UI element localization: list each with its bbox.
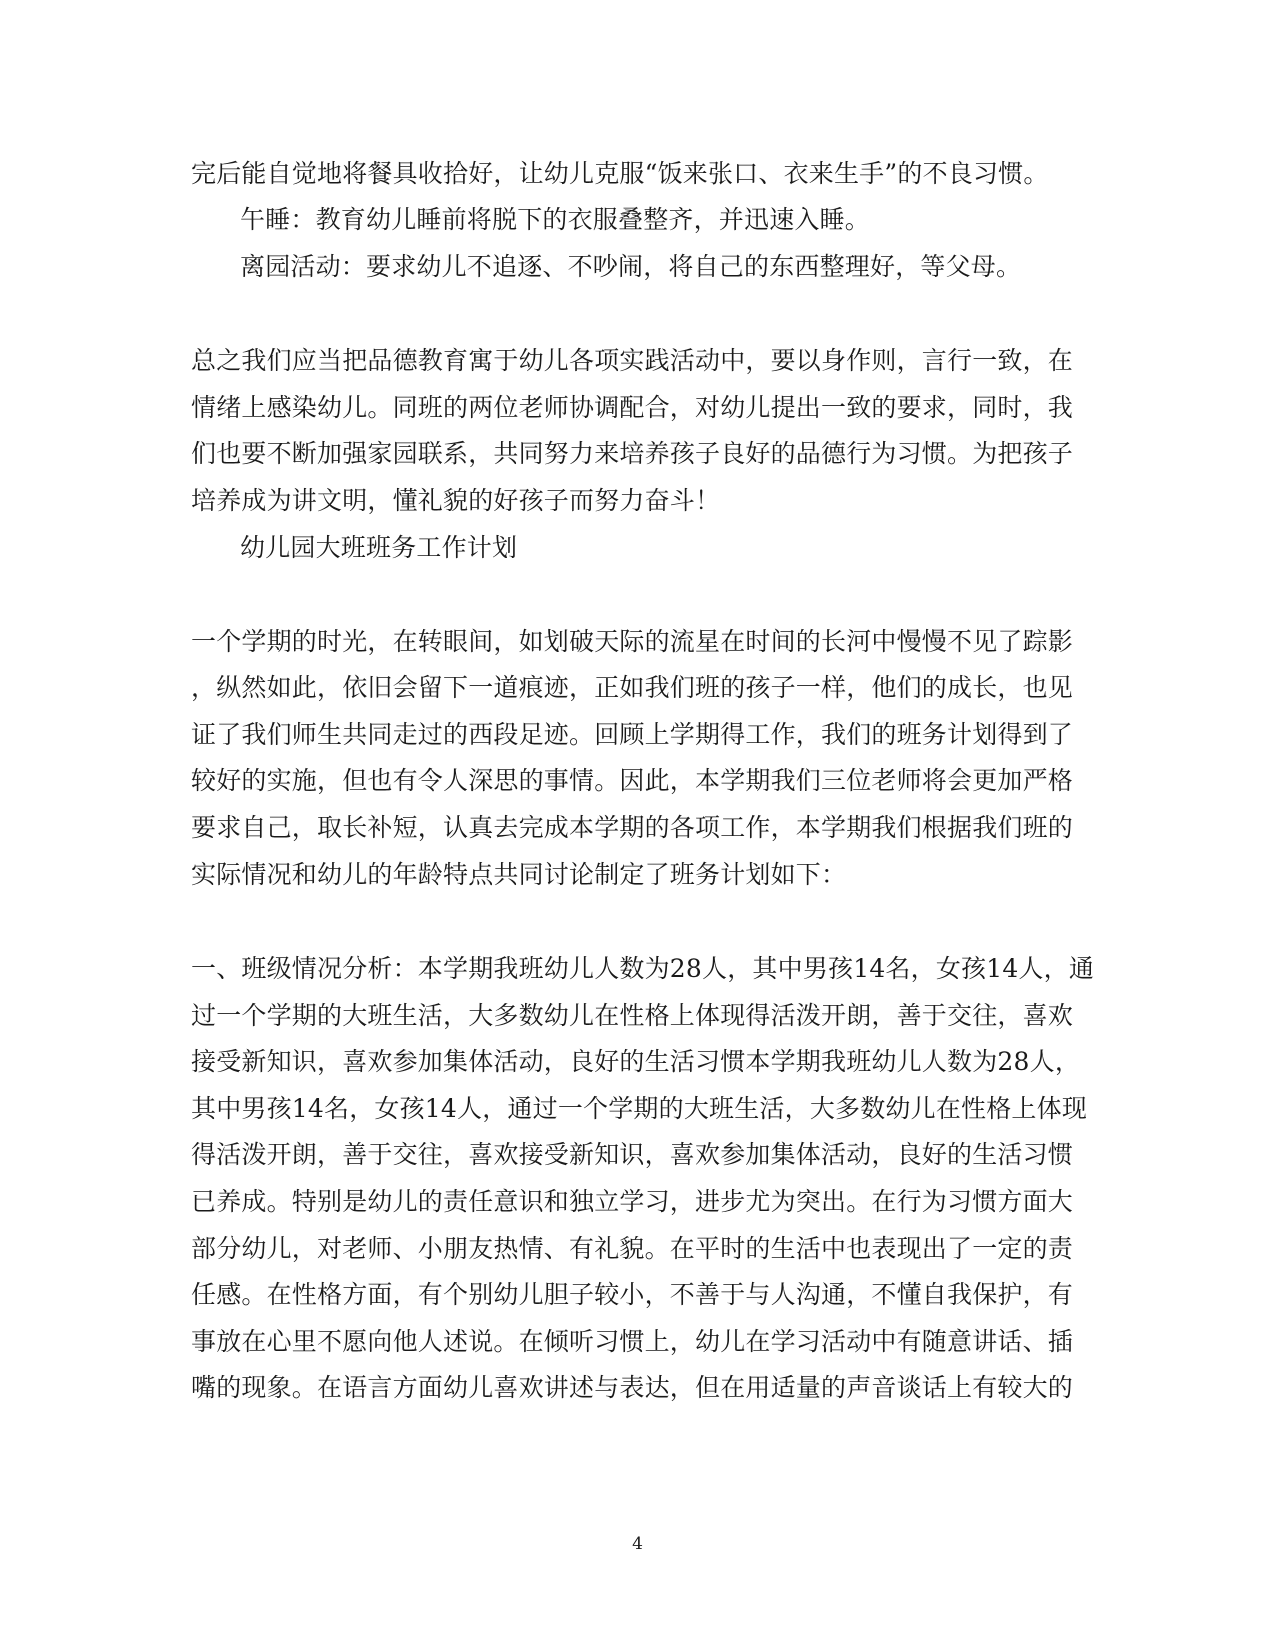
text-line: ，纵然如此，依旧会留下一道痕迹，正如我们班的孩子一样，他们的成长，也见 [191, 673, 1074, 702]
text-line: 离园活动：要求幼儿不追逐、不吵闹，将自己的东西整理好，等父母。 [240, 252, 1022, 281]
text-line: 证了我们师生共同走过的西段足迹。回顾上学期得工作，我们的班务计划得到了 [191, 720, 1074, 749]
text-line: 一个学期的时光，在转眼间，如划破天际的流星在时间的长河中慢慢不见了踪影 [191, 627, 1074, 656]
text-line: 其中男孩14名，女孩14人，通过一个学期的大班生活，大多数幼儿在性格上体现 [191, 1094, 1088, 1123]
text-line: 午睡：教育幼儿睡前将脱下的衣服叠整齐，并迅速入睡。 [240, 205, 871, 234]
text-line: 要求自己，取长补短，认真去完成本学期的各项工作，本学期我们根据我们班的 [191, 813, 1074, 842]
text-line: 培养成为讲文明，懂礼貌的好孩子而努力奋斗！ [191, 486, 721, 515]
text-line: 部分幼儿，对老师、小朋友热情、有礼貌。在平时的生活中也表现出了一定的责 [191, 1234, 1074, 1263]
text-line: 已养成。特别是幼儿的责任意识和独立学习，进步尤为突出。在行为习惯方面大 [191, 1187, 1074, 1216]
section-title: 幼儿园大班班务工作计划 [240, 533, 518, 562]
text-line: 实际情况和幼儿的年龄特点共同讨论制定了班务计划如下： [191, 860, 847, 889]
text-line: 一、班级情况分析：本学期我班幼儿人数为28人，其中男孩14名，女孩14人，通 [191, 954, 1095, 983]
text-line: 较好的实施，但也有令人深思的事情。因此，本学期我们三位老师将会更加严格 [191, 766, 1074, 795]
text-line: 嘴的现象。在语言方面幼儿喜欢讲述与表达，但在用适量的声音谈话上有较大的 [191, 1373, 1074, 1402]
text-line: 得活泼开朗，善于交往，喜欢接受新知识，喜欢参加集体活动，良好的生活习惯 [191, 1140, 1074, 1169]
text-line: 事放在心里不愿向他人述说。在倾听习惯上，幼儿在学习活动中有随意讲话、插 [191, 1327, 1074, 1356]
page-number: 4 [632, 1534, 643, 1554]
text-line: 接受新知识，喜欢参加集体活动，良好的生活习惯本学期我班幼儿人数为28人， [191, 1047, 1081, 1076]
text-line: 过一个学期的大班生活，大多数幼儿在性格上体现得活泼开朗，善于交往，喜欢 [191, 1001, 1074, 1030]
text-line: 任感。在性格方面，有个别幼儿胆子较小，不善于与人沟通，不懂自我保护，有 [191, 1280, 1074, 1309]
text-line: 完后能自觉地将餐具收拾好，让幼儿克服“饭来张口、衣来生手”的不良习惯。 [191, 159, 1049, 188]
text-line: 们也要不断加强家园联系，共同努力来培养孩子良好的品德行为习惯。为把孩子 [191, 439, 1074, 468]
text-line: 情绪上感染幼儿。同班的两位老师协调配合，对幼儿提出一致的要求，同时，我 [191, 393, 1074, 422]
text-line: 总之我们应当把品德教育寓于幼儿各项实践活动中，要以身作则，言行一致，在 [191, 346, 1074, 375]
